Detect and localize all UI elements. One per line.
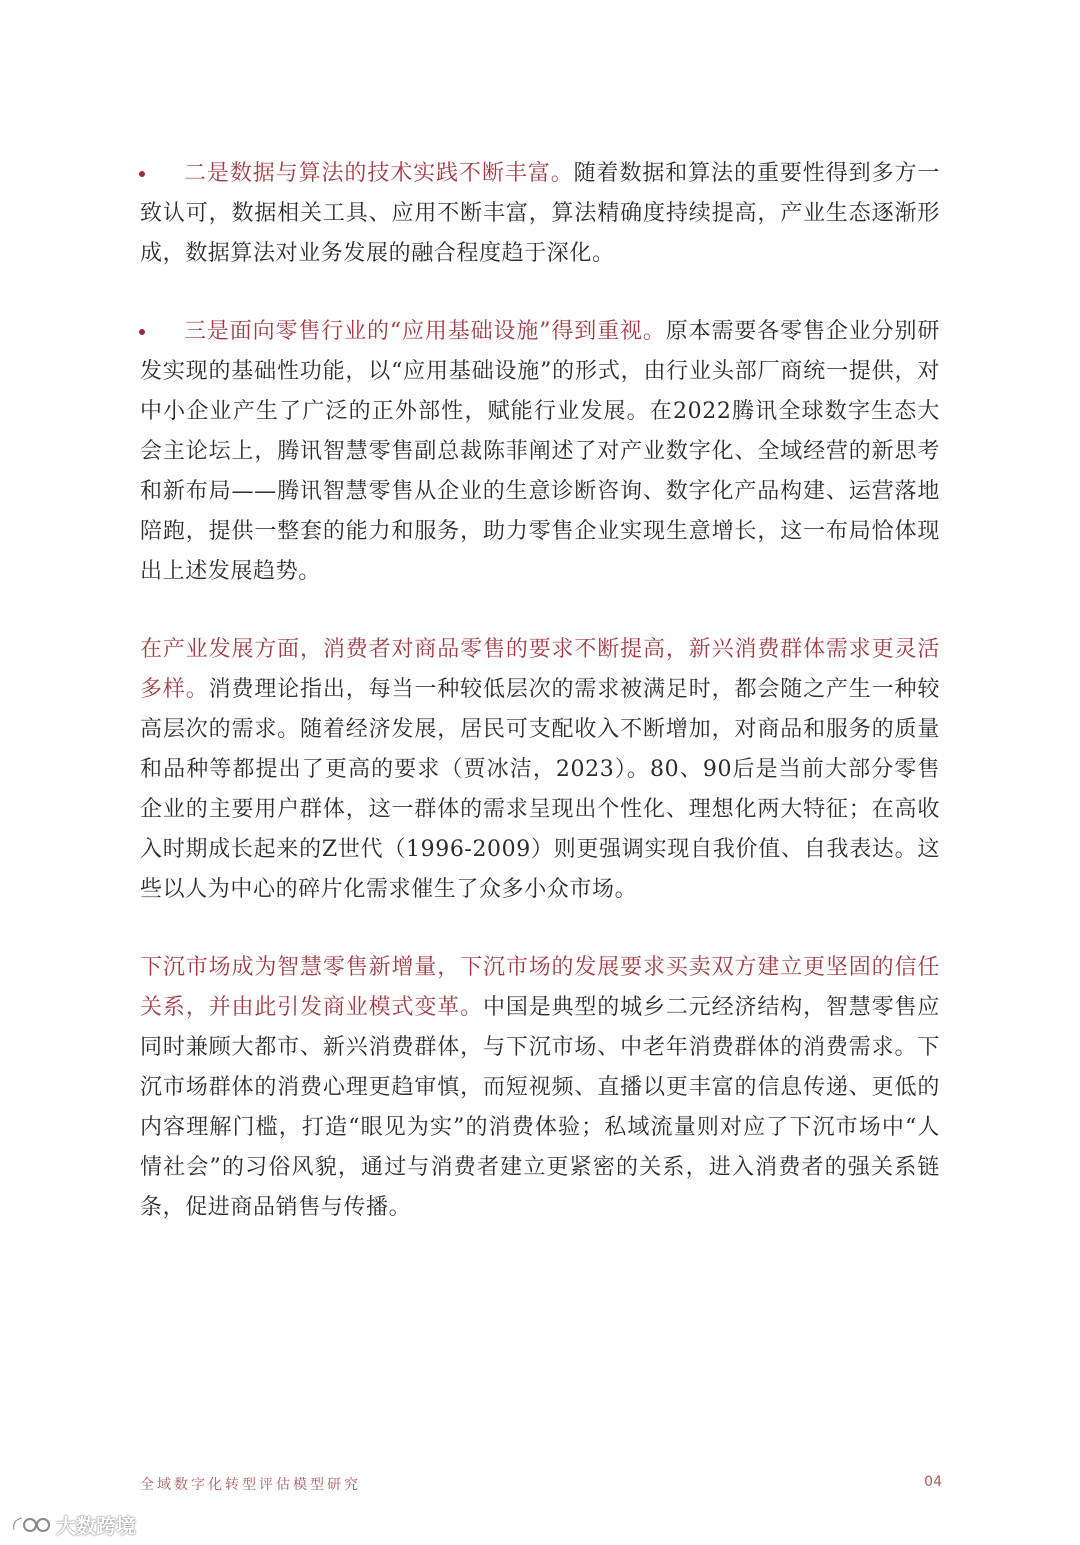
bullet-dot-icon (139, 171, 145, 177)
bullet-text: 原本需要各零售企业分别研发实现的基础性功能，以“应用基础设施”的形式，由行业头部厂商统一提供，对中小企业产生了广泛的正外部性，赋能行业发展。在2022腾讯全球数字生态大会主论坛上，腾讯智慧零售副总裁陈菲阐述了对产业数字化、全域经营的新思考和新布局——腾讯智慧零售从企业的生意诊断咨询、数字化产品构建、运营落地陪跑，提供一整套的能力和服务，助力零售企业实现生意增长，这一布局恰体现出上述发展趋势。 (140, 319, 940, 584)
watermark-logo-icon (10, 1514, 52, 1536)
bullet-paragraph (140, 312, 940, 592)
page-number: 04 (924, 1474, 942, 1490)
body-paragraph (140, 630, 940, 910)
bullet-item-data-algorithms (140, 154, 940, 274)
watermark (10, 1510, 136, 1539)
footer-title: 全域数字化转型评估模型研究 (140, 1477, 361, 1493)
bullet-item-infrastructure (140, 312, 940, 592)
page-content (140, 154, 940, 1266)
paragraph-text: 消费理论指出，每当一种较低层次的需求被满足时，都会随之产生一种较高层次的需求。随着经济发展，居民可支配收入不断增加，对商品和服务的质量和品种等都提出了更高的要求（贾冰洁，2023）。80、90后是当前大部分零售企业的主要用户群体，这一群体的需求呈现出个性化、理想化两大特征；在高收入时期成长起来的Z世代（1996-2009）则更强调实现自我价值、自我表达。这些以人为中心的碎片化需求催生了众多小众市场。 (140, 677, 940, 902)
bullet-dot-icon (139, 329, 145, 335)
paragraph-text: 中国是典型的城乡二元经济结构，智慧零售应同时兼顾大都市、新兴消费群体，与下沉市场、中老年消费群体的消费需求。下沉市场群体的消费心理更趋审慎，而短视频、直播以更丰富的信息传递、更低的内容理解门槛，打造“眼见为实”的消费体验；私域流量则对应了下沉市场中“人情社会”的习俗风貌，通过与消费者建立更紧密的关系，进入消费者的强关系链条，促进商品销售与传播。 (140, 995, 940, 1220)
watermark-text: 大数跨境 (56, 1514, 136, 1538)
bullet-highlight: 三是面向零售行业的“应用基础设施”得到重视。 (184, 319, 666, 344)
paragraph-consumer-demand (140, 630, 940, 910)
bullet-text: 随着数据和算法的重要性得到多方一致认可，数据相关工具、应用不断丰富，算法精确度持续提高，产业生态逐渐形成，数据算法对业务发展的融合程度趋于深化。 (140, 161, 941, 266)
body-paragraph (140, 948, 940, 1228)
paragraph-highlight: 在产业发展方面，消费者对商品零售的要求不断提高，新兴消费群体需求更灵活多样。 (140, 637, 940, 702)
bullet-highlight: 二是数据与算法的技术实践不断丰富。 (184, 161, 574, 186)
bullet-paragraph (140, 154, 940, 274)
paragraph-highlight: 下沉市场成为智慧零售新增量，下沉市场的发展要求买卖双方建立更坚固的信任关系，并由此引发商业模式变革。 (140, 955, 940, 1020)
paragraph-lower-tier-market (140, 948, 940, 1228)
